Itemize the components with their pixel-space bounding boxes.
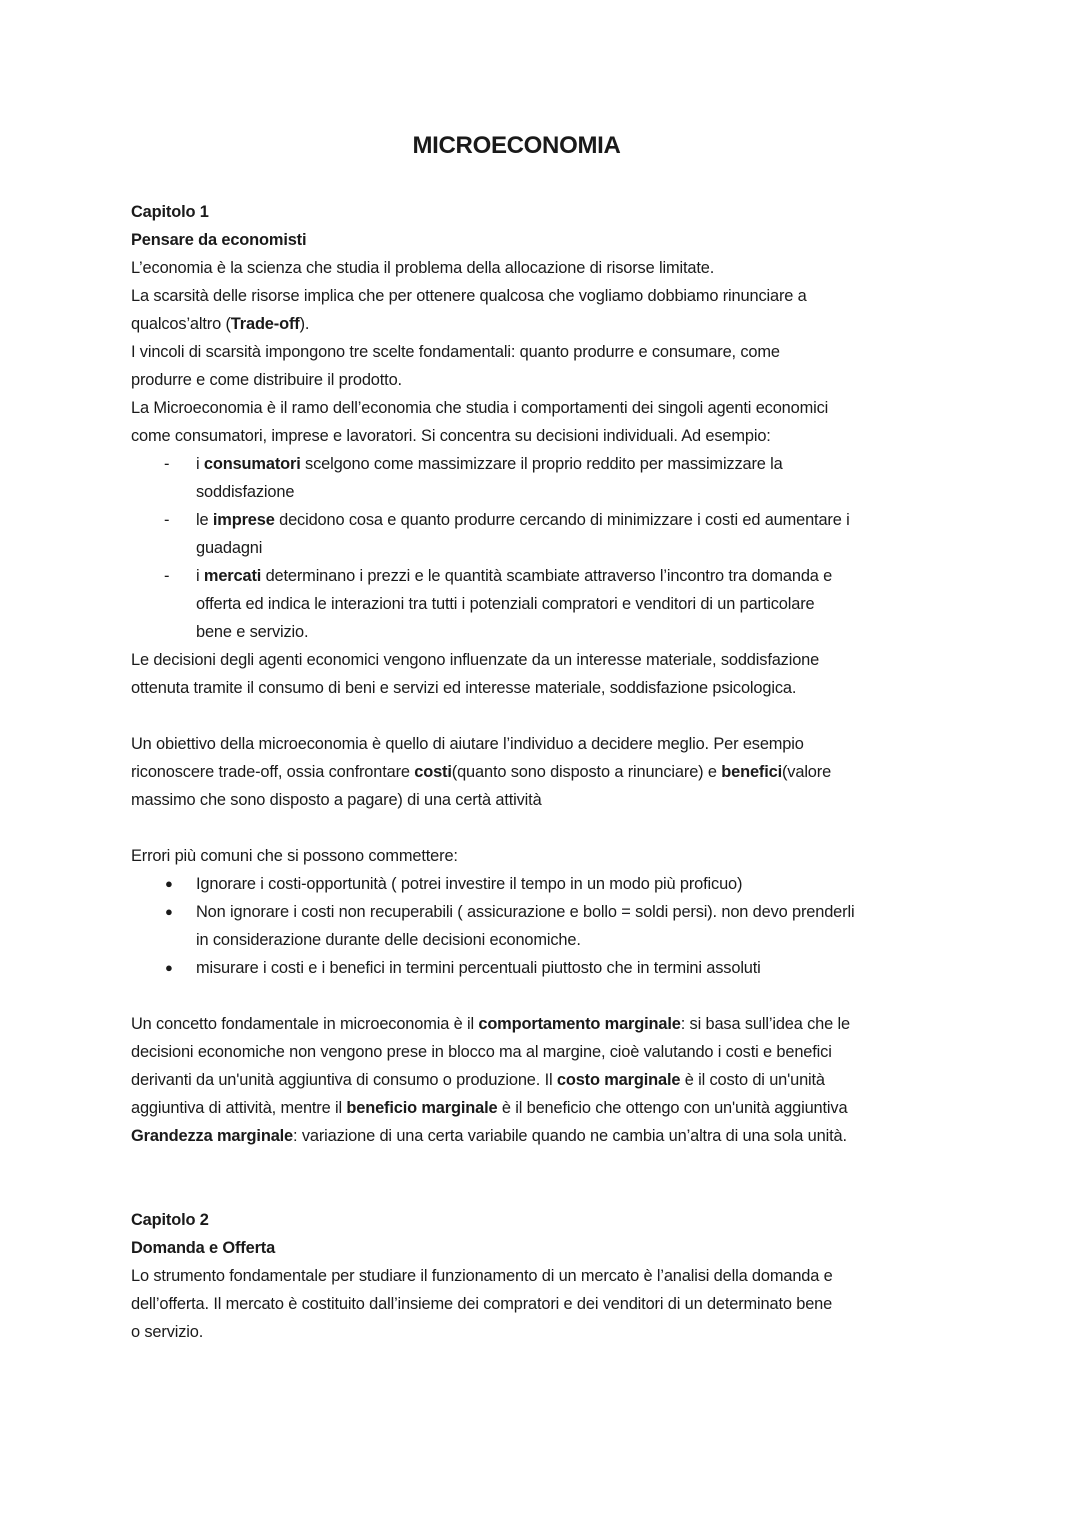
text-line <box>131 1066 971 1094</box>
text: La scarsità delle risorse implica che per ottenere qualcosa che vogliamo dobbiamo rinunciare a <box>131 287 807 305</box>
text-line <box>131 310 971 338</box>
text: in considerazione durante delle decisioni economiche. <box>196 931 581 949</box>
list-item <box>131 450 971 478</box>
text-line <box>131 926 971 954</box>
text: riconoscere trade-off, ossia confrontare <box>131 763 415 781</box>
text: guadagni <box>196 539 263 557</box>
list-item <box>131 954 971 982</box>
text-line <box>131 674 971 702</box>
text-line <box>131 422 971 450</box>
text: offerta ed indica le interazioni tra tutti i potenziali compratori e venditori di un particolare <box>196 595 815 613</box>
text-line <box>131 1206 971 1234</box>
text: ottenuta tramite il consumo di beni e servizi ed interesse materiale, soddisfazione psicologica. <box>131 679 797 697</box>
bold-text: Pensare da economisti <box>131 231 307 249</box>
list-item <box>131 562 971 590</box>
text: Le decisioni degli agenti economici vengono influenzate da un interesse materiale, soddisfazione <box>131 651 820 669</box>
text-line <box>131 814 971 842</box>
dash-marker: - <box>164 567 170 585</box>
text-line <box>131 1290 971 1318</box>
text-line <box>131 1318 971 1346</box>
bold-text: imprese <box>212 511 275 529</box>
list-item <box>131 870 971 898</box>
text-line <box>131 338 971 366</box>
text: : si basa sull’idea che le <box>680 1015 850 1033</box>
list-item <box>131 898 971 926</box>
text-line <box>131 1038 971 1066</box>
text: produrre e come distribuire il prodotto. <box>131 371 402 389</box>
text-line <box>131 730 971 758</box>
bold-text: Capitolo 1 <box>131 203 209 221</box>
text: Non ignorare i costi non recuperabili ( assicurazione e bollo = soldi persi). non devo prenderli <box>196 903 855 921</box>
bold-text: consumatori <box>203 455 301 473</box>
bullet-icon: ● <box>165 904 173 919</box>
text-line <box>131 590 971 618</box>
text-line <box>131 198 971 226</box>
text: (valore <box>782 763 832 781</box>
text-line <box>131 1094 971 1122</box>
text: i <box>196 567 204 585</box>
text-line <box>131 478 971 506</box>
bold-text: costo marginale <box>556 1071 681 1089</box>
dash-marker: - <box>164 455 170 473</box>
text: Ignorare i costi-opportunità ( potrei investire il tempo in un modo più proficuo) <box>196 875 743 893</box>
text-line <box>131 254 971 282</box>
bold-text: beneficio marginale <box>346 1099 498 1117</box>
text: aggiuntiva di attività, mentre il <box>131 1099 347 1117</box>
text: derivanti da un'unità aggiuntiva di consumo o produzione. Il <box>131 1071 557 1089</box>
text: I vincoli di scarsità impongono tre scelte fondamentali: quanto produrre e consumare, come <box>131 343 780 361</box>
bold-text: mercati <box>203 567 262 585</box>
list-item <box>131 506 971 534</box>
text: è il beneficio che ottengo con un'unità aggiuntiva <box>497 1099 848 1117</box>
text: soddisfazione <box>196 483 295 501</box>
text: : variazione di una certa variabile quando ne cambia un’altra di una sola unità. <box>293 1127 847 1145</box>
text: come consumatori, imprese e lavoratori. Si concentra su decisioni individuali. Ad esempio: <box>131 427 771 445</box>
text: determinano i prezzi e le quantità scambiate attraverso l’incontro tra domanda e <box>261 567 833 585</box>
text-line <box>131 1150 971 1178</box>
text: decidono cosa e quanto produrre cercando di minimizzare i costi ed aumentare i <box>274 511 850 529</box>
text: dell’offerta. Il mercato è costituito dall’insieme dei compratori e dei venditori di un determinato bene <box>131 1295 833 1313</box>
text: bene e servizio. <box>196 623 309 641</box>
text: scelgono come massimizzare il proprio reddito per massimizzare la <box>300 455 783 473</box>
bold-text: benefici <box>721 763 782 781</box>
text: Un obiettivo della microeconomia è quello di aiutare l’individuo a decidere meglio. Per esempio <box>131 735 804 753</box>
text: o servizio. <box>131 1323 204 1341</box>
text-line <box>131 982 971 1010</box>
text-line <box>131 758 971 786</box>
text-line <box>131 534 971 562</box>
text-line <box>131 786 971 814</box>
text-line <box>131 1122 971 1150</box>
text-line <box>131 1262 971 1290</box>
text: massimo che sono disposto a pagare) di una certà attività <box>131 791 542 809</box>
text-line <box>131 394 971 422</box>
text-line <box>131 282 971 310</box>
bold-text: comportamento marginale <box>478 1015 681 1033</box>
text-line <box>131 226 971 254</box>
text-line <box>131 1234 971 1262</box>
text-line <box>131 618 971 646</box>
text: decisioni economiche non vengono prese in blocco ma al margine, cioè valutando i costi e benefici <box>131 1043 832 1061</box>
text: misurare i costi e i benefici in termini percentuali piuttosto che in termini assoluti <box>196 959 761 977</box>
text: è il costo di un'unità <box>680 1071 825 1089</box>
bold-text: Domanda e Offerta <box>131 1239 276 1257</box>
text: L’economia è la scienza che studia il problema della allocazione di risorse limitate. <box>131 259 715 277</box>
text: i <box>196 455 204 473</box>
text-line <box>131 1010 971 1038</box>
text-line <box>131 842 971 870</box>
bold-text: Capitolo 2 <box>131 1211 209 1229</box>
dash-marker: - <box>164 511 170 529</box>
bold-text: Grandezza marginale <box>131 1127 294 1145</box>
text-line <box>131 366 971 394</box>
text-line <box>131 1178 971 1206</box>
text: (quanto sono disposto a rinunciare) e <box>451 763 722 781</box>
bullet-icon: ● <box>165 876 173 891</box>
text-line <box>131 702 971 730</box>
text: qualcos’altro ( <box>131 315 231 333</box>
bullet-icon: ● <box>165 960 173 975</box>
text: Errori più comuni che si possono commettere: <box>131 847 458 865</box>
bold-text: Trade-off <box>230 315 300 333</box>
text-line <box>131 646 971 674</box>
text: Lo strumento fondamentale per studiare il funzionamento di un mercato è l’analisi della domanda e <box>131 1267 833 1285</box>
text: Un concetto fondamentale in microeconomia è il <box>131 1015 479 1033</box>
text: ). <box>299 315 310 333</box>
bold-text: costi <box>414 763 452 781</box>
text: La Microeconomia è il ramo dell’economia che studia i comportamenti dei singoli agenti economici <box>131 399 829 417</box>
document-title: MICROECONOMIA <box>412 132 621 159</box>
document-body <box>131 198 971 1346</box>
text: le <box>196 511 213 529</box>
